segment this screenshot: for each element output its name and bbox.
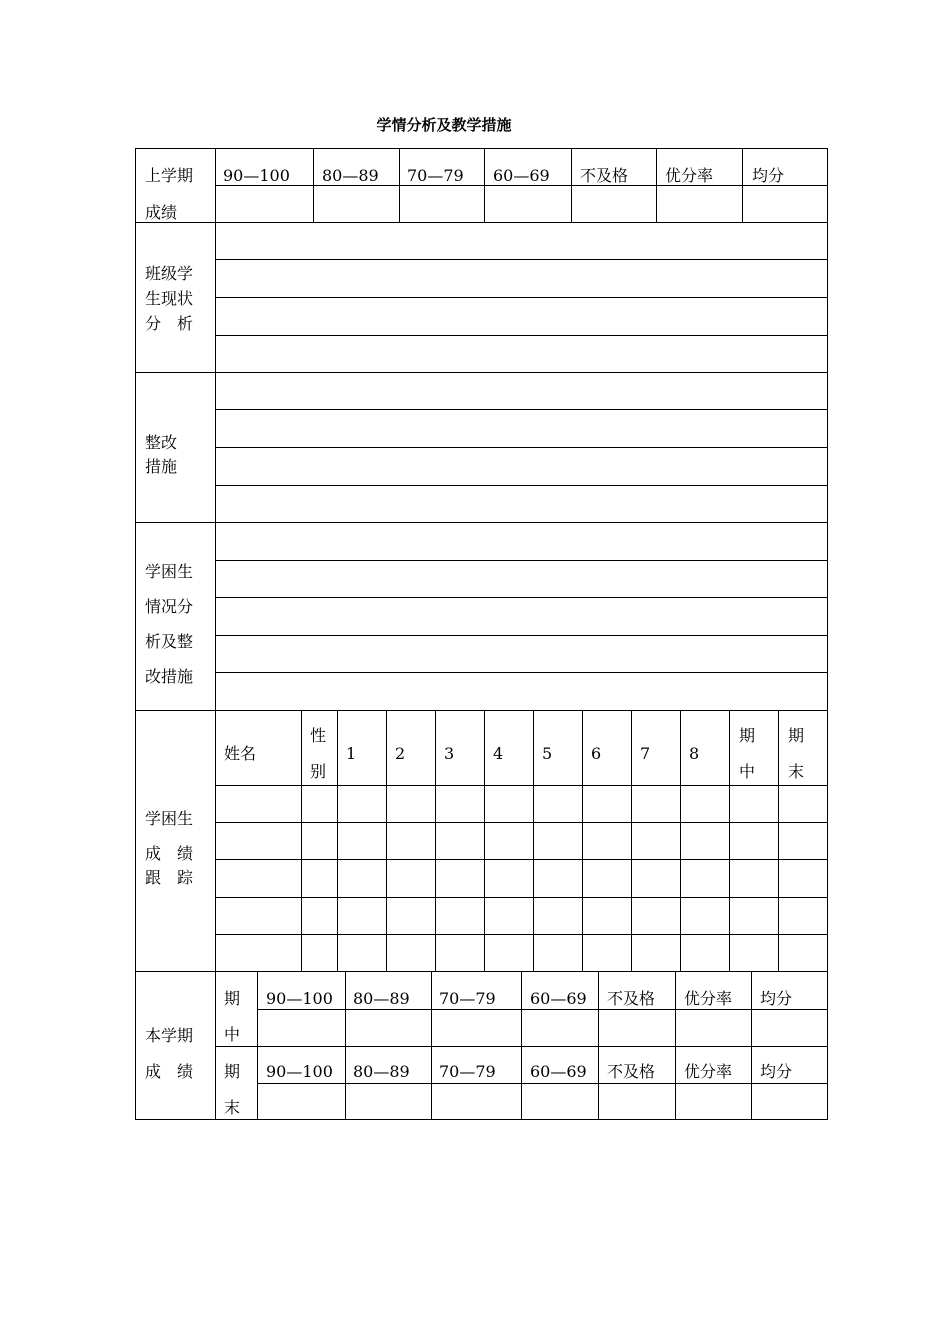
tracking-header-gender-line2: 别 (310, 762, 327, 781)
grid-vline (521, 971, 522, 1120)
grid-hline (215, 934, 828, 935)
last-term-label-line2: 成绩 (145, 203, 178, 222)
grid-vline (313, 148, 314, 222)
grid-vline (257, 971, 258, 1120)
grid-hline (215, 259, 828, 260)
grid-vline (598, 971, 599, 1120)
grid-vline (484, 148, 485, 222)
grid-hline (215, 335, 828, 336)
this-term-mid-header-excellent-rate: 优分率 (684, 989, 733, 1008)
grid-vline (631, 710, 632, 971)
this-term-mid-header-80-89: 80—89 (353, 989, 410, 1008)
this-term-final-label-line2: 末 (224, 1098, 241, 1117)
section-divider (135, 372, 828, 373)
page-title: 学情分析及教学措施 (376, 116, 512, 134)
last-term-header-excellent-rate: 优分率 (665, 166, 714, 185)
tracking-header-num-8: 8 (689, 744, 700, 763)
this-term-final-header-70-79: 70—79 (439, 1062, 496, 1081)
tracking-header-num-1: 1 (346, 744, 357, 763)
last-term-label-line1: 上学期 (145, 166, 194, 185)
tracking-header-midterm-line1: 期 (739, 726, 756, 745)
rectification-label-line1: 整改 (145, 433, 178, 452)
grid-vline (435, 710, 436, 971)
grid-vline (656, 148, 657, 222)
section-divider (135, 222, 828, 223)
grid-hline (215, 297, 828, 298)
tracking-label-line1: 学困生 (145, 809, 194, 828)
grid-vline (680, 710, 681, 971)
tracking-header-gender-line1: 性 (310, 726, 327, 745)
tracking-header-num-2: 2 (395, 744, 406, 763)
this-term-final-label-line1: 期 (224, 1062, 241, 1081)
grid-vline (431, 971, 432, 1120)
grid-hline (215, 635, 828, 636)
grid-hline (215, 597, 828, 598)
grid-vline (582, 710, 583, 971)
struggling-analysis-label-line3: 析及整 (145, 632, 194, 651)
struggling-analysis-label-line4: 改措施 (145, 667, 194, 686)
section-divider (135, 710, 828, 711)
this-term-mid-header-70-79: 70—79 (439, 989, 496, 1008)
last-term-header-fail: 不及格 (580, 166, 629, 185)
this-term-mid-header-60-69: 60—69 (530, 989, 587, 1008)
tracking-label-line3: 跟 踪 (145, 868, 194, 887)
rectification-label-line2: 措施 (145, 457, 178, 476)
this-term-mid-header-90-100: 90—100 (266, 989, 333, 1008)
struggling-analysis-label-line2: 情况分 (145, 597, 194, 616)
grid-hline (215, 859, 828, 860)
grid-vline (337, 710, 338, 971)
this-term-final-header-60-69: 60—69 (530, 1062, 587, 1081)
analysis-table (135, 148, 828, 1120)
tracking-header-final-line1: 期 (788, 726, 805, 745)
grid-hline (215, 897, 828, 898)
grid-hline (257, 1009, 828, 1010)
this-term-final-header-80-89: 80—89 (353, 1062, 410, 1081)
grid-vline (751, 971, 752, 1120)
this-term-final-header-average: 均分 (760, 1062, 793, 1081)
grid-vline (742, 148, 743, 222)
grid-hline (215, 822, 828, 823)
grid-hline (215, 785, 828, 786)
tracking-header-num-3: 3 (444, 744, 455, 763)
label-column-divider (215, 148, 216, 1120)
grid-vline (675, 971, 676, 1120)
grid-vline (778, 710, 779, 971)
section-divider (135, 971, 828, 972)
this-term-mid-header-fail: 不及格 (607, 989, 656, 1008)
grid-hline (215, 409, 828, 410)
grid-vline (729, 710, 730, 971)
tracking-header-num-4: 4 (493, 744, 504, 763)
grid-vline (571, 148, 572, 222)
grid-hline (215, 672, 828, 673)
grid-vline (533, 710, 534, 971)
tracking-header-num-5: 5 (542, 744, 553, 763)
tracking-header-num-6: 6 (591, 744, 602, 763)
tracking-header-name: 姓名 (224, 744, 257, 763)
this-term-final-header-excellent-rate: 优分率 (684, 1062, 733, 1081)
this-term-mid-label-line2: 中 (224, 1025, 241, 1044)
last-term-header-80-89: 80—89 (322, 166, 379, 185)
grid-hline (215, 560, 828, 561)
last-term-header-70-79: 70—79 (407, 166, 464, 185)
class-analysis-label-line2: 生现状 (145, 289, 194, 308)
grid-vline (345, 971, 346, 1120)
grid-hline (257, 1083, 828, 1084)
this-term-mid-label-line1: 期 (224, 989, 241, 1008)
tracking-header-midterm-line2: 中 (739, 762, 756, 781)
grid-vline (386, 710, 387, 971)
class-analysis-label-line3: 分 析 (145, 314, 194, 333)
class-analysis-label-line1: 班级学 (145, 264, 194, 283)
tracking-header-num-7: 7 (640, 744, 651, 763)
section-divider (135, 522, 828, 523)
last-term-header-90-100: 90—100 (223, 166, 290, 185)
grid-hline (215, 447, 828, 448)
this-term-label-line2: 成 绩 (145, 1062, 194, 1081)
grid-hline (215, 185, 828, 186)
tracking-header-final-line2: 末 (788, 762, 805, 781)
tracking-label-line2: 成 绩 (145, 844, 194, 863)
grid-vline (399, 148, 400, 222)
this-term-label-line1: 本学期 (145, 1026, 194, 1045)
grid-hline (215, 485, 828, 486)
this-term-final-header-fail: 不及格 (607, 1062, 656, 1081)
last-term-header-60-69: 60—69 (493, 166, 550, 185)
last-term-header-average: 均分 (752, 166, 785, 185)
this-term-final-header-90-100: 90—100 (266, 1062, 333, 1081)
grid-vline (484, 710, 485, 971)
this-term-mid-header-average: 均分 (760, 989, 793, 1008)
struggling-analysis-label-line1: 学困生 (145, 562, 194, 581)
grid-vline (301, 710, 302, 971)
